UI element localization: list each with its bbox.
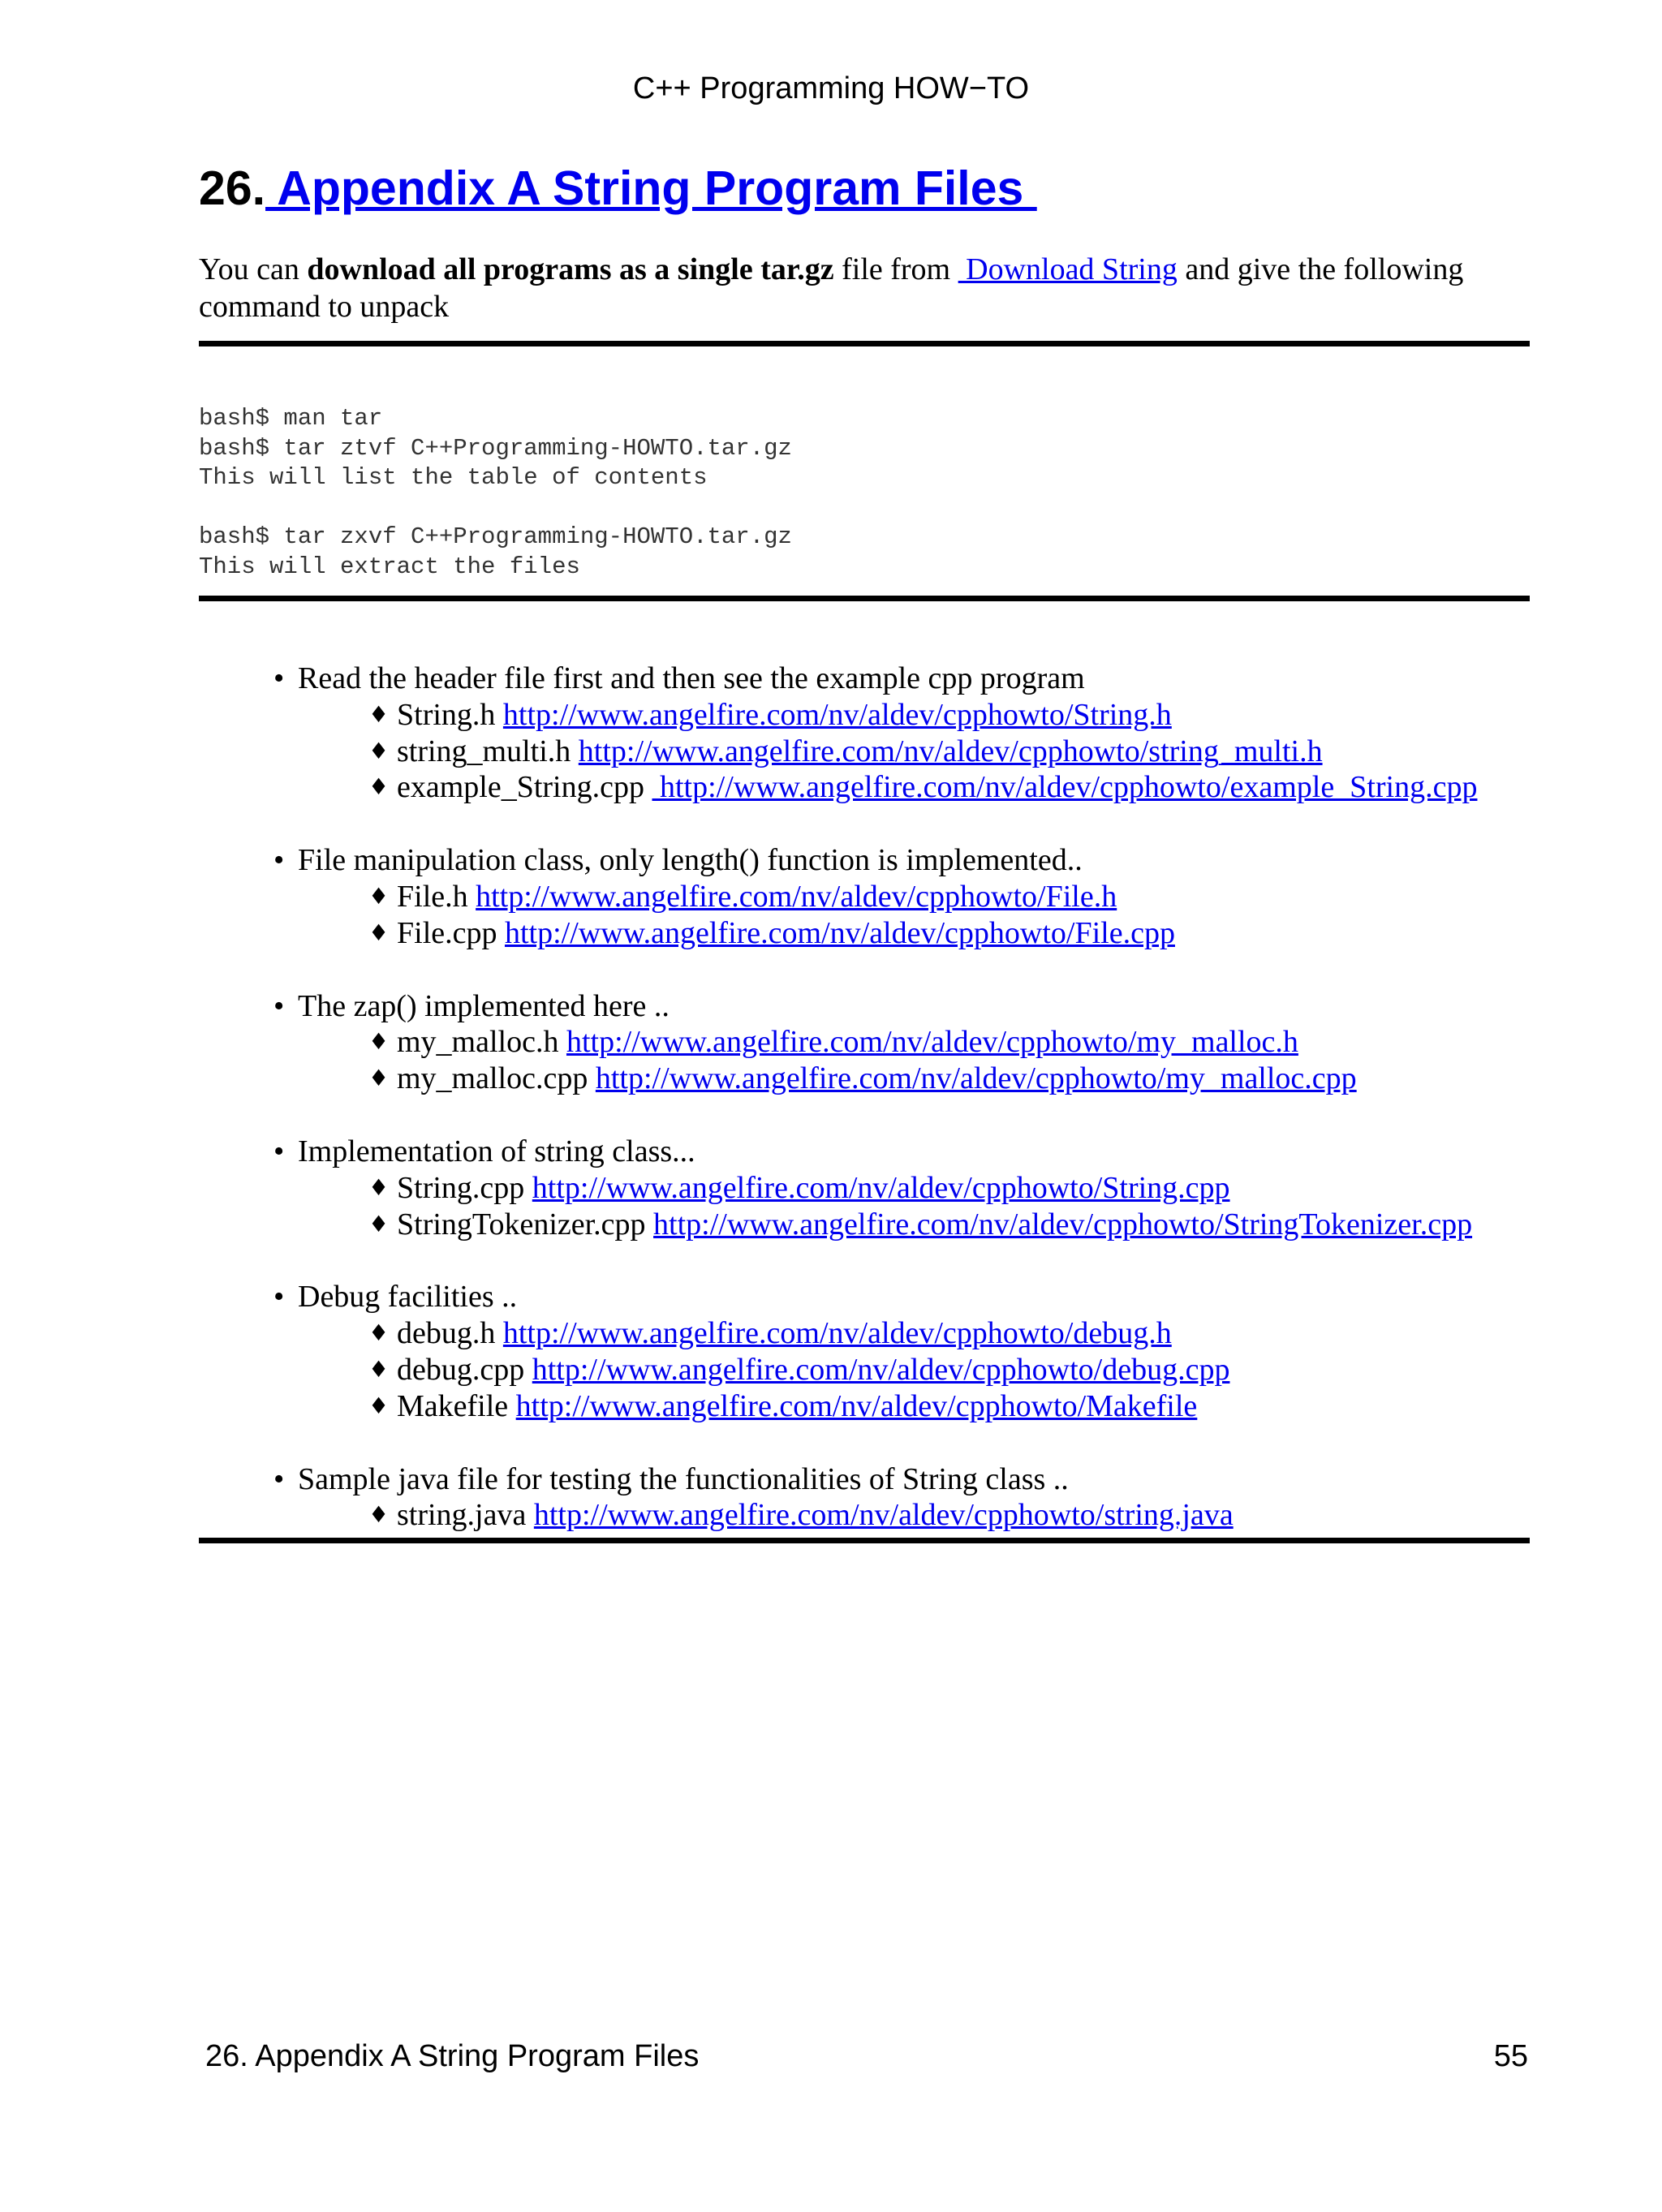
section-label xyxy=(0,1279,1662,1315)
file-url-link[interactable]: http://www.angelfire.com/nv/aldev/cpphowto/my_malloc.cpp xyxy=(595,1061,1357,1096)
file-url-link[interactable]: http://www.angelfire.com/nv/aldev/cpphowto/example_String.cpp xyxy=(652,770,1478,805)
file-name: String.cpp xyxy=(397,1170,525,1205)
intro-text-2: file from xyxy=(833,252,958,286)
file-url-link[interactable]: http://www.angelfire.com/nv/aldev/cpphowto/Makefile xyxy=(515,1388,1198,1423)
file-name: my_malloc.cpp xyxy=(397,1061,588,1096)
file-list xyxy=(0,1315,1662,1424)
code-bottom-rule xyxy=(199,596,1530,601)
file-url-link[interactable]: http://www.angelfire.com/nv/aldev/cpphowto/string.java xyxy=(533,1498,1234,1533)
diamond-bullet-icon: ♦ xyxy=(368,1210,390,1237)
file-list xyxy=(0,1024,1662,1097)
file-section xyxy=(0,1461,1662,1534)
file-section xyxy=(0,988,1662,1097)
section-label xyxy=(0,661,1662,697)
file-url-link[interactable]: http://www.angelfire.com/nv/aldev/cpphowto/File.h xyxy=(476,879,1117,914)
section-label xyxy=(0,1461,1662,1498)
file-item xyxy=(0,1388,1662,1425)
file-separator xyxy=(646,1207,654,1242)
file-list xyxy=(0,697,1662,806)
section-label-text: File manipulation class, only length() function is implemented.. xyxy=(298,843,1083,878)
file-url-link[interactable]: http://www.angelfire.com/nv/aldev/cpphowto/debug.cpp xyxy=(532,1352,1230,1387)
file-item xyxy=(0,1497,1662,1534)
file-separator xyxy=(495,1316,503,1350)
file-name: string.java xyxy=(397,1498,527,1533)
bullet-icon: • xyxy=(273,1134,285,1168)
file-item xyxy=(0,1061,1662,1097)
bullet-icon: • xyxy=(273,1461,285,1496)
file-name: File.h xyxy=(397,879,468,914)
list-bottom-rule xyxy=(199,1538,1530,1543)
file-name: example_String.cpp xyxy=(397,770,644,805)
file-url-link[interactable]: http://www.angelfire.com/nv/aldev/cpphowto/string_multi.h xyxy=(578,734,1323,768)
file-name: string_multi.h xyxy=(397,734,571,768)
file-separator xyxy=(524,1171,532,1205)
section-label xyxy=(0,842,1662,879)
bullet-icon: • xyxy=(273,843,285,878)
file-name: debug.h xyxy=(397,1316,496,1351)
bullet-icon: • xyxy=(273,988,285,1023)
diamond-bullet-icon: ♦ xyxy=(368,1355,390,1383)
file-item xyxy=(0,915,1662,952)
file-item xyxy=(0,697,1662,734)
section-label-text: Sample java file for testing the functionalities of String class .. xyxy=(298,1461,1069,1496)
file-separator xyxy=(497,916,505,950)
running-header: C++ Programming HOW−TO xyxy=(632,71,1030,105)
file-separator xyxy=(495,698,503,732)
diamond-bullet-icon: ♦ xyxy=(368,1319,390,1347)
file-url-link[interactable]: http://www.angelfire.com/nv/aldev/cpphowto/debug.h xyxy=(502,1316,1172,1351)
bullet-icon: • xyxy=(273,1280,285,1315)
diamond-bullet-icon: ♦ xyxy=(368,737,390,764)
file-url-link[interactable]: http://www.angelfire.com/nv/aldev/cpphowto/File.cpp xyxy=(504,915,1175,950)
file-name: File.cpp xyxy=(397,915,497,950)
file-url-link[interactable]: http://www.angelfire.com/nv/aldev/cpphowto/String.h xyxy=(502,697,1172,732)
file-separator xyxy=(524,1353,532,1387)
file-name: debug.cpp xyxy=(397,1352,525,1387)
file-item xyxy=(0,1024,1662,1061)
diamond-bullet-icon: ♦ xyxy=(368,882,390,910)
section-label-text: Debug facilities .. xyxy=(298,1280,518,1315)
file-item xyxy=(0,1315,1662,1352)
file-item xyxy=(0,769,1662,806)
section-label-text: Read the header file first and then see the example cpp program xyxy=(298,661,1085,695)
diamond-bullet-icon: ♦ xyxy=(368,1501,390,1529)
file-name: String.h xyxy=(397,697,496,732)
file-section xyxy=(0,1134,1662,1242)
file-section xyxy=(0,842,1662,951)
file-name: Makefile xyxy=(397,1388,509,1423)
intro-text-1: You can xyxy=(199,252,308,286)
section-label xyxy=(0,988,1662,1025)
section-label-text: The zap() implemented here .. xyxy=(298,988,670,1023)
file-url-link[interactable]: http://www.angelfire.com/nv/aldev/cpphowto/my_malloc.h xyxy=(566,1025,1298,1060)
file-sections-list xyxy=(0,661,1662,1570)
intro-paragraph xyxy=(199,251,1530,325)
file-separator xyxy=(558,1025,566,1059)
file-item xyxy=(0,1207,1662,1243)
diamond-bullet-icon: ♦ xyxy=(368,1173,390,1201)
diamond-bullet-icon: ♦ xyxy=(368,1028,390,1056)
diamond-bullet-icon: ♦ xyxy=(368,700,390,728)
diamond-bullet-icon: ♦ xyxy=(368,1065,390,1092)
section-label-text: Implementation of string class... xyxy=(298,1134,695,1168)
code-block: bash$ man tar bash$ tar ztvf C++Programming-HOWTO.tar.gz This will list the table of contents bash$ tar zxvf C++Programming-HOWTO.tar.gz This will extract the files xyxy=(199,405,792,580)
file-separator xyxy=(588,1061,596,1095)
file-separator xyxy=(571,734,579,768)
file-separator xyxy=(508,1389,516,1423)
file-item xyxy=(0,1352,1662,1388)
file-list xyxy=(0,879,1662,952)
intro-text-3: and give the following command to unpack xyxy=(199,252,1471,324)
file-item xyxy=(0,1170,1662,1207)
file-separator xyxy=(526,1498,534,1532)
top-rule xyxy=(199,341,1530,346)
bullet-icon: • xyxy=(273,661,285,695)
diamond-bullet-icon: ♦ xyxy=(368,773,390,801)
file-item xyxy=(0,734,1662,770)
section-title-link[interactable]: Appendix A String Program Files xyxy=(265,161,1037,215)
file-name: my_malloc.h xyxy=(397,1025,559,1060)
file-item xyxy=(0,879,1662,915)
file-name: StringTokenizer.cpp xyxy=(397,1207,646,1242)
file-section xyxy=(0,661,1662,806)
file-url-link[interactable]: http://www.angelfire.com/nv/aldev/cpphowto/StringTokenizer.cpp xyxy=(653,1207,1473,1242)
intro-bold-text: download all programs as a single tar.gz xyxy=(307,252,834,286)
file-section xyxy=(0,1279,1662,1424)
download-string-link[interactable]: Download String xyxy=(958,252,1178,286)
diamond-bullet-icon: ♦ xyxy=(368,1392,390,1419)
section-number: 26. xyxy=(199,161,266,215)
file-separator xyxy=(468,880,476,914)
footer-section-title: 26. Appendix A String Program Files xyxy=(205,2039,700,2073)
file-url-link[interactable]: http://www.angelfire.com/nv/aldev/cpphowto/String.cpp xyxy=(532,1170,1230,1205)
section-title xyxy=(199,159,1037,217)
diamond-bullet-icon: ♦ xyxy=(368,919,390,946)
file-list xyxy=(0,1170,1662,1243)
file-list xyxy=(0,1497,1662,1534)
page-number: 55 xyxy=(1493,2039,1528,2073)
section-label xyxy=(0,1134,1662,1170)
